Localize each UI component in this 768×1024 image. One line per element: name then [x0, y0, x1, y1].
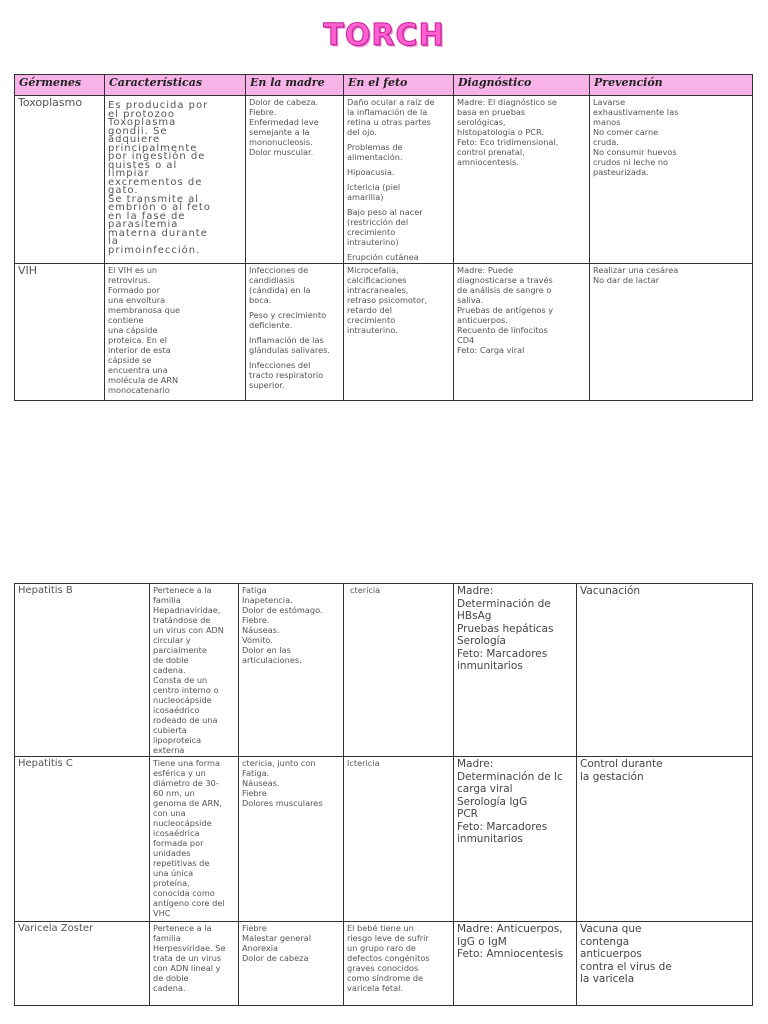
- mother-item: Peso y crecimiento deficiente.: [249, 310, 327, 330]
- mother-item: Infecciones del tracto respiratorio superior.: [249, 360, 324, 390]
- germ-cell: Toxoplasmo: [15, 96, 105, 264]
- fetus-item: Hipoacusia.: [347, 167, 395, 177]
- fetus-cell: [344, 96, 454, 264]
- characteristics-cell: Tiene una forma esférica y un diámetro de 30- 60 nm, un genoma de ARN, con una nucleocápside icosaédrica formada por unidades repetitivas de una única proteína, conocida como antígeno core del VHC: [150, 757, 239, 922]
- characteristics-cell: Pertenece a la familia Hepadnaviridae, tratándose de un virus con ADN circular y parcialmente de doble cadena. Consta de un centro interno o nucleocápside icosaédrico rodeado de una cubierta lipoproteica externa: [150, 584, 239, 757]
- mother-cell: Fiebre Malestar general Anorexia Dolor de cabeza: [239, 922, 344, 1006]
- fetus-item: Daño ocular a raíz de la inflamación de la retina u otras partes del ojo.: [347, 97, 435, 137]
- prevention-cell: Vacunación: [577, 584, 753, 757]
- diagnosis-cell: Madre: Anticuerpos, IgG o IgM Feto: Amniocentesis: [454, 922, 577, 1006]
- table-row-varicela: [15, 922, 753, 1006]
- page-title: TORCH: [323, 18, 445, 53]
- mother-item: Inflamación de las glándulas salivares.: [249, 335, 331, 355]
- germ-cell: Hepatitis C: [15, 757, 150, 922]
- prevention-cell: Control durante la gestación: [577, 757, 753, 922]
- table-row-hepatitis-c: [15, 757, 753, 922]
- fetus-cell: cterícia: [344, 584, 454, 757]
- characteristics-cell: Pertenece a la familia Herpesviridae. Se trata de un virus con ADN lineal y de doble cadena.: [150, 922, 239, 1006]
- header-fetus: En el feto: [344, 75, 454, 96]
- characteristics-cell: Es producida por el protozoo Toxoplasma gondii. Se adquiere principalmente por ingestión de quistes o al limpiar excrementos de gato. Se transmite al embrión o al feto en la fase de parasitemia materna durante la primoinfección.: [105, 96, 246, 264]
- header-characteristics: Características: [105, 75, 246, 96]
- germ-cell: Varicela Zoster: [15, 922, 150, 1006]
- header-mother: En la madre: [246, 75, 344, 96]
- characteristics-cell: El VIH es un retrovirus. Formado por una envoltura membranosa que contiene una cápside proteica. En el interior de esta cápside se encuentra una molécula de ARN monocatenario: [105, 264, 246, 401]
- mother-cell: Dolor de cabeza. Fiebre. Enfermedad leve semejante a la mononucleosis. Dolor muscular.: [246, 96, 344, 264]
- mother-cell: [246, 264, 344, 401]
- prevention-cell: Realizar una cesárea No dar de lactar: [590, 264, 753, 401]
- fetus-item: Bajo peso al nacer (restricción del crecimiento intrauterino): [347, 207, 423, 247]
- prevention-cell: Lavarse exhaustivamente las manos No comer carne cruda. No consumir huevos crudos ni leche no pasteurizada.: [590, 96, 753, 264]
- fetus-cell: Ictericia: [344, 757, 454, 922]
- diagnosis-cell: Madre: Determinación de HBsAg Pruebas hepáticas Serología Feto: Marcadores inmunitarios: [454, 584, 577, 757]
- germ-cell: VIH: [15, 264, 105, 401]
- table-row-vih: [15, 264, 753, 401]
- fetus-item: Problemas de alimentación.: [347, 142, 403, 162]
- fetus-cell: Microcefalia, calcificaciones intracraneales, retraso psicomotor, retardo del crecimiento intrauterino.: [344, 264, 454, 401]
- header-prevention: Prevención: [590, 75, 753, 96]
- diagnosis-cell: Madre: Determinación de lc carga viral Serología IgG PCR Feto: Marcadores inmunitarios: [454, 757, 577, 922]
- fetus-item: Ictericia (piel amarilla): [347, 182, 401, 202]
- fetus-cell: El bebé tiene un riesgo leve de sufrir un grupo raro de defectos congénitos graves conocidos como síndrome de varicela fetal.: [344, 922, 454, 1006]
- mother-item: Infecciones de candidiasis (cándida) en la boca.: [249, 265, 311, 305]
- table-header-row: [15, 75, 753, 96]
- torch-table-top: [14, 74, 753, 401]
- mother-cell: Fatiga Inapetencia. Dolor de estómago. Fiebre. Náuseas. Vómito. Dolor en las articulaciones.: [239, 584, 344, 757]
- table-row-toxoplasmo: [15, 96, 753, 264]
- torch-table-bottom: [14, 583, 753, 1006]
- header-germs: Gérmenes: [15, 75, 105, 96]
- prevention-cell: Vacuna que contenga anticuerpos contra el virus de la varicela: [577, 922, 753, 1006]
- germ-cell: Hepatitis B: [15, 584, 150, 757]
- table-row-hepatitis-b: [15, 584, 753, 757]
- diagnosis-cell: Madre: Puede diagnosticarse a través de análisis de sangre o saliva. Pruebas de antígenos y anticuerpos. Recuento de linfocitos CD4 Feto: Carga viral: [454, 264, 590, 401]
- header-diagnosis: Diagnóstico: [454, 75, 590, 96]
- diagnosis-cell: Madre: El diagnóstico se basa en pruebas serológicas, histopatología o PCR. Feto: Eco tridimensional, control prenatal, amniocentesis.: [454, 96, 590, 264]
- fetus-item: Erupción cutánea: [347, 252, 419, 262]
- mother-cell: ctericia, junto con Fatiga. Náuseas. Fiebre Dolores musculares: [239, 757, 344, 922]
